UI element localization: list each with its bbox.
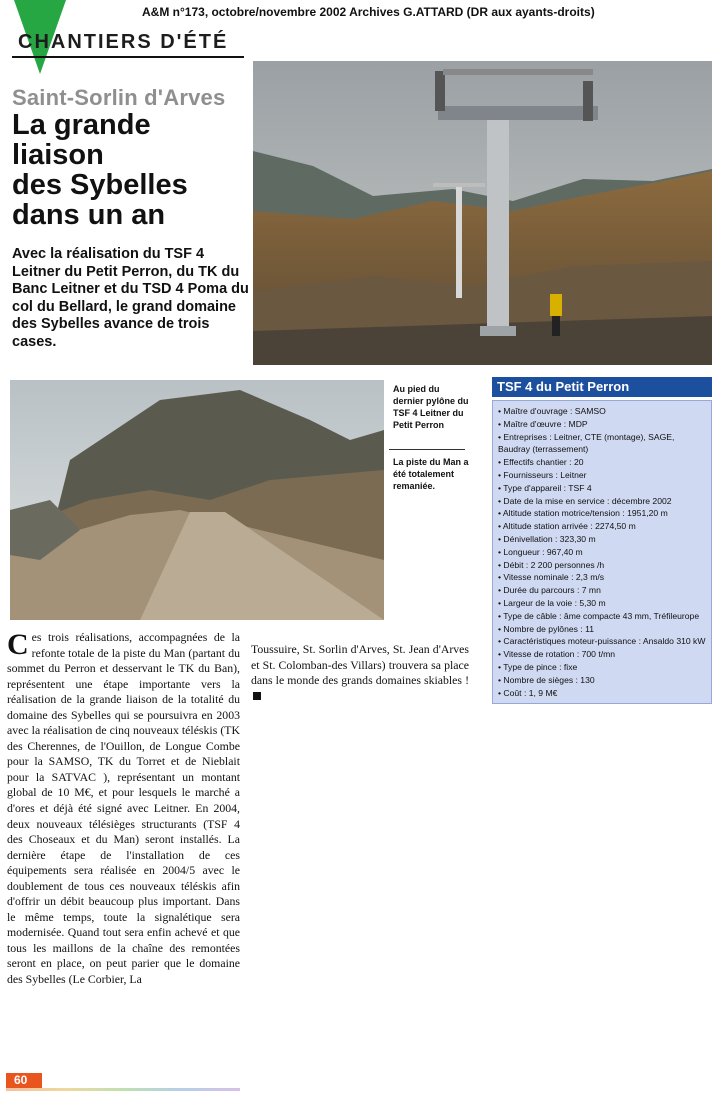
location-kicker: Saint-Sorlin d'Arves (12, 85, 226, 110)
spec-item: • Caractéristiques moteur-puissance : Ansaldo 310 kW (498, 635, 706, 648)
spec-item: • Type d'appareil : TSF 4 (498, 482, 706, 495)
spec-item: • Nombre de sièges : 130 (498, 674, 706, 687)
drop-cap: C (7, 628, 29, 661)
spec-item: • Débit : 2 200 personnes /h (498, 559, 706, 572)
spec-item: • Longueur : 967,40 m (498, 546, 706, 559)
section-title: CHANTIERS D'ÉTÉ (18, 31, 229, 53)
spec-item: • Altitude station motrice/tension : 1951,20 m (498, 507, 706, 520)
spec-item: • Vitesse nominale : 2,3 m/s (498, 571, 706, 584)
ski-run-photo (10, 380, 384, 620)
chairlift-pylon-photo (253, 61, 712, 365)
spec-item: • Entreprises : Leitner, CTE (montage), SAGE, Baudray (terrassement) (498, 431, 706, 457)
footer-color-bar (6, 1088, 240, 1091)
headline-line: liaison (12, 139, 104, 171)
lead-paragraph: Avec la réalisation du TSF 4 Leitner du Petit Perron, du TK du Banc Leitner et du TSD 4 Poma du col du Bellard, le grand domaine des Sybelles avance de trois cases. (12, 246, 249, 350)
spec-item: • Type de câble : âme compacte 43 mm, Tréfileurope (498, 610, 706, 623)
article-body-column-1 (7, 630, 240, 988)
archive-note: A&M n°173, octobre/novembre 2002 Archives G.ATTARD (DR aux ayants-droits) (142, 5, 595, 19)
spec-item: • Effectifs chantier : 20 (498, 456, 706, 469)
article-headline (12, 110, 247, 230)
headline-line: dans un an (12, 199, 166, 231)
caption-divider (389, 449, 465, 450)
spec-item: • Maître d'ouvrage : SAMSO (498, 405, 706, 418)
spec-item: • Vitesse de rotation : 700 t/mn (498, 648, 706, 661)
spec-item: • Altitude station arrivée : 2274,50 m (498, 520, 706, 533)
headline-line: des Sybelles (12, 169, 188, 201)
spec-item: • Dénivellation : 323,30 m (498, 533, 706, 546)
section-divider (12, 56, 244, 58)
spec-item: • Coût : 1, 9 M€ (498, 687, 706, 700)
spec-list (498, 405, 706, 699)
photo-caption-pylon: Au pied du dernier pylône du TSF 4 Leitner du Petit Perron (393, 384, 469, 430)
spec-item: • Date de la mise en service : décembre 2002 (498, 495, 706, 508)
spec-item: • Largeur de la voie : 5,30 m (498, 597, 706, 610)
body-text: Toussuire, St. Sorlin d'Arves, St. Jean d'Arves et St. Colomban-des Villars) trouvera sa place dans le monde des grands domaines skiables ! (251, 642, 469, 688)
spec-box (492, 400, 712, 704)
spec-box-title: TSF 4 du Petit Perron (492, 377, 712, 397)
spec-item: • Type de pince : fixe (498, 661, 706, 674)
headline-line: La grande (12, 109, 151, 141)
end-mark-icon (253, 692, 261, 700)
spec-item: • Maître d'œuvre : MDP (498, 418, 706, 431)
body-text: es trois réalisations, accompagnées de la refonte totale de la piste du Man (partant du sommet du Perron et desservant le TK du Ban), représentent une étape importante vers la réalisation de la grande liaison de la totalité du domaine des Sybelles qui se poursuivra en 2003 avec la réalisation de cinq nouveaux téléskis (TK des Cherennes, de l'Ouillon, de Longue Combe pour la SAMSO, TK du Torret et de Nieblait pour la SATVAC ), représentant un montant global de 10 M€, et pour lesquels le marché a d'ores et déjà été signé avec Leitner. En 2004, deux nouveaux télésièges structurants (TSF 4 des Choseaux et du Man) seront installés. La dernière étape de l'installation de ces équipements sera réalisée en 2004/5 avec le doublement de tous ces nouveaux téléskis afin d'offrir un débit beaucoup plus important. Dans le même temps, toute la signalétique sera modernisée. Quand tout sera enfin achevé et que tous les maillons de la chaîne des remontées seront en place, on peut parier que le domaine des Sybelles (Le Corbier, La (7, 630, 240, 987)
page-number: 60 (6, 1073, 42, 1088)
spec-item: • Durée du parcours : 7 mn (498, 584, 706, 597)
spec-item: • Nombre de pylônes : 11 (498, 623, 706, 636)
article-body-column-2 (251, 642, 469, 704)
photo-caption-ski-run: La piste du Man a été totalement remaniée. (393, 457, 469, 491)
spec-item: • Fournisseurs : Leitner (498, 469, 706, 482)
